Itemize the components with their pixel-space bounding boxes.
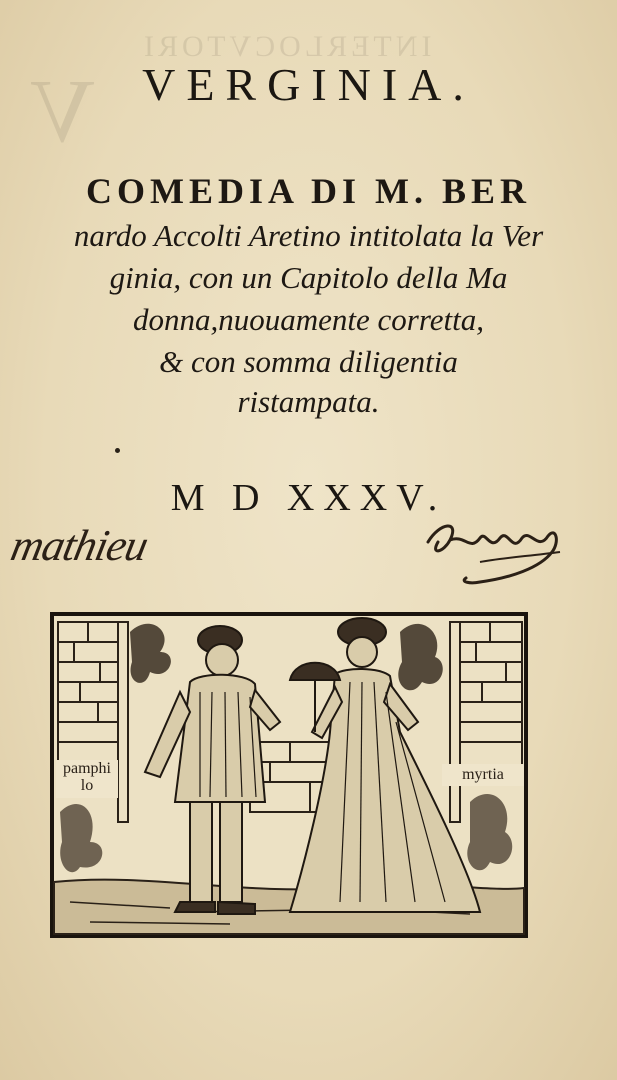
show-through-heading: INTERLOCVTORI — [140, 30, 432, 63]
handwritten-inscription: mathieu — [6, 521, 152, 570]
subtitle-line-3: ginia, con un Capitolo della Ma — [109, 260, 508, 295]
subtitle-line-2: nardo Accolti Aretino intitolata la Ver — [73, 218, 544, 253]
page-title: VERGINIA. — [142, 59, 475, 110]
woodcut-label-pamphilo: pamphi lo — [56, 760, 118, 798]
subtitle-line-1: COMEDIA DI M. BER — [85, 171, 532, 211]
subtitle-line-4: donna,nuouamente corretta, — [133, 302, 484, 337]
imprint-date: M D XXXV. — [170, 477, 447, 519]
ink-dot — [115, 448, 120, 453]
woodcut-label-myrtia: myrtia — [442, 764, 524, 786]
subtitle-line-5: & con somma diligentia — [159, 344, 458, 379]
handwritten-signature-flourish — [420, 512, 580, 592]
subtitle-line-6: ristampata. — [237, 384, 380, 419]
show-through-initial: V — [30, 62, 95, 161]
